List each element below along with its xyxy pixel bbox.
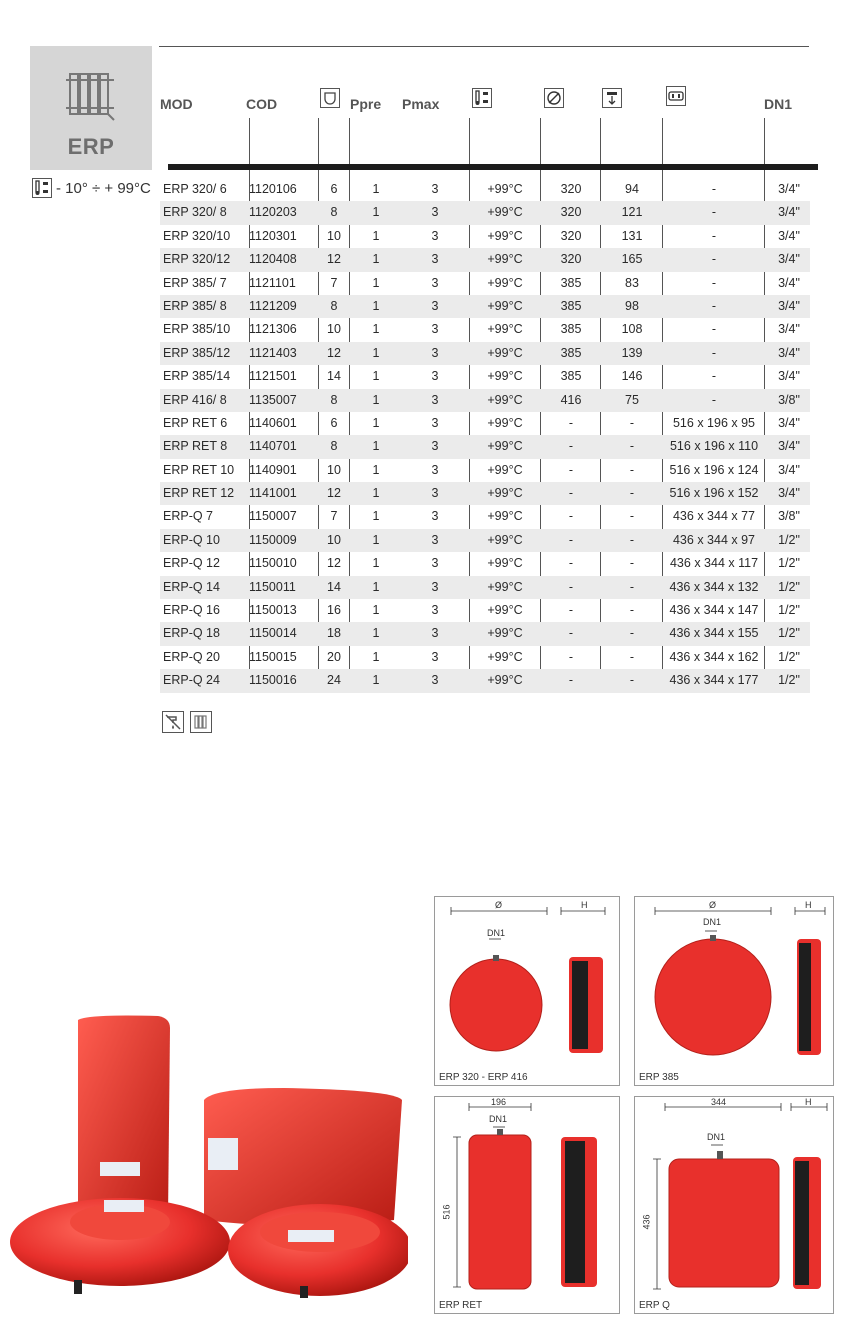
dimensions-cell: - <box>711 205 717 220</box>
pmax-cell: 3 <box>431 415 439 430</box>
table-row <box>160 529 810 552</box>
pmax-cell: 3 <box>431 486 439 501</box>
code-cell: 1121501 <box>249 369 297 384</box>
pmax-cell: 3 <box>431 392 439 407</box>
height-cell: 146 <box>621 369 643 384</box>
dimensions-cell: 436 x 344 x 147 <box>669 603 759 618</box>
table-row <box>160 248 810 271</box>
height-cell: - <box>629 626 635 641</box>
drawing-erp-320-416 <box>434 896 620 1086</box>
connection-label: DN1 <box>487 928 506 938</box>
connection-label: DN1 <box>489 1114 508 1124</box>
volume-cell: 18 <box>327 626 341 641</box>
dn1-cell: 3/4" <box>778 275 800 290</box>
volume-cell: 24 <box>327 673 341 688</box>
code-cell: 1121306 <box>249 322 297 337</box>
dimensions-cell: - <box>711 252 717 267</box>
dn1-cell: 1/2" <box>778 579 800 594</box>
ppre-cell: 1 <box>372 509 380 524</box>
volume-cell: 10 <box>327 532 341 547</box>
temperature-cell: +99°C <box>487 579 523 594</box>
drawing-erp-q <box>634 1096 834 1314</box>
category-badge <box>30 46 152 170</box>
table-row <box>160 178 810 201</box>
model-cell: ERP 385/ 7 <box>163 275 227 290</box>
height-cell: - <box>629 486 635 501</box>
code-cell: 1141001 <box>249 486 297 501</box>
ppre-cell: 1 <box>372 462 380 477</box>
model-cell: ERP 320/12 <box>163 252 231 267</box>
code-cell: 1140901 <box>249 462 297 477</box>
dimensions-cell: - <box>711 182 717 196</box>
pmax-cell: 3 <box>431 626 439 641</box>
diameter-cell: 320 <box>560 205 582 220</box>
code-cell: 1150016 <box>249 673 297 688</box>
pmax-cell: 3 <box>431 509 439 524</box>
dimensions-cell: - <box>711 228 717 243</box>
ppre-cell: 1 <box>372 275 380 290</box>
diameter-cell: 320 <box>560 252 582 267</box>
temperature-cell: +99°C <box>487 439 523 454</box>
temperature-cell: +99°C <box>487 415 523 430</box>
ppre-cell: 1 <box>372 228 380 243</box>
dn1-cell: 3/4" <box>778 439 800 454</box>
pmax-cell: 3 <box>431 649 439 664</box>
diameter-cell: 385 <box>560 322 582 337</box>
height-cell: - <box>629 439 635 454</box>
category-label: ERP <box>67 134 115 159</box>
height-cell: - <box>629 649 635 664</box>
diameter-cell: - <box>568 415 574 430</box>
diameter-cell: - <box>568 673 574 688</box>
volume-cell: 16 <box>327 603 341 618</box>
table-row <box>160 576 810 599</box>
height-cell: 75 <box>625 392 639 407</box>
diameter-cell: - <box>568 649 574 664</box>
ppre-cell: 1 <box>372 322 380 337</box>
model-cell: ERP-Q 14 <box>163 579 220 594</box>
diameter-icon <box>544 88 564 108</box>
temperature-cell: +99°C <box>487 345 523 360</box>
ppre-cell: 1 <box>372 556 380 571</box>
dn1-cell: 3/4" <box>778 298 800 313</box>
model-cell: ERP-Q 7 <box>163 509 214 524</box>
drawing-caption: ERP Q <box>639 1300 670 1311</box>
pmax-cell: 3 <box>431 579 439 594</box>
rect-tank-drawing <box>435 1097 621 1297</box>
volume-cell: 6 <box>330 415 338 430</box>
ppre-cell: 1 <box>372 205 380 220</box>
volume-cell: 20 <box>327 649 341 664</box>
temperature-cell: +99°C <box>487 392 523 407</box>
connection-label: DN1 <box>707 1132 726 1142</box>
table-header-rule <box>168 164 818 170</box>
model-cell: ERP-Q 24 <box>163 673 220 688</box>
volume-cell: 8 <box>330 298 338 313</box>
diameter-label: Ø <box>495 900 503 910</box>
dn1-cell: 3/4" <box>778 486 800 501</box>
table-row <box>160 505 810 528</box>
header-dn1: DN1 <box>764 96 793 112</box>
height-cell: 108 <box>621 322 643 337</box>
dimensions-cell: 436 x 344 x 155 <box>669 626 759 641</box>
table-row <box>160 365 810 388</box>
volume-cell: 10 <box>327 228 341 243</box>
model-cell: ERP 320/ 6 <box>163 182 227 196</box>
volume-cell: 12 <box>327 252 341 267</box>
table-row <box>160 342 810 365</box>
dn1-cell: 1/2" <box>778 532 800 547</box>
table-row <box>160 201 810 224</box>
diameter-cell: 385 <box>560 369 582 384</box>
height-cell: 131 <box>621 228 643 243</box>
pmax-cell: 3 <box>431 439 439 454</box>
model-cell: ERP RET 6 <box>163 415 228 430</box>
dimensions-cell: 436 x 344 x 162 <box>669 649 759 664</box>
dimensions-cell: - <box>711 322 717 337</box>
pmax-cell: 3 <box>431 345 439 360</box>
table-row <box>160 225 810 248</box>
width-label: 344 <box>711 1097 727 1107</box>
temperature-icon <box>32 178 52 198</box>
height-cell: 98 <box>625 298 639 313</box>
volume-cell: 12 <box>327 486 341 501</box>
dn1-cell: 3/4" <box>778 228 800 243</box>
temperature-cell: +99°C <box>487 486 523 501</box>
volume-cell: 10 <box>327 322 341 337</box>
diameter-cell: 385 <box>560 345 582 360</box>
temperature-cell: +99°C <box>487 228 523 243</box>
dimensions-cell: - <box>711 345 717 360</box>
table-top-rule <box>159 46 809 47</box>
dn1-cell: 3/8" <box>778 509 800 524</box>
model-cell: ERP 385/12 <box>163 345 231 360</box>
dn1-cell: 1/2" <box>778 556 800 571</box>
model-cell: ERP 320/ 8 <box>163 205 227 220</box>
height-label: H <box>581 900 588 910</box>
pmax-cell: 3 <box>431 673 439 688</box>
dn1-cell: 3/4" <box>778 462 800 477</box>
code-cell: 1121101 <box>249 275 296 290</box>
table-row <box>160 318 810 341</box>
table-row <box>160 646 810 669</box>
height-cell: 165 <box>621 252 643 267</box>
pmax-cell: 3 <box>431 322 439 337</box>
code-cell: 1150013 <box>249 603 297 618</box>
model-cell: ERP 385/ 8 <box>163 298 227 313</box>
dn1-cell: 1/2" <box>778 603 800 618</box>
diameter-cell: - <box>568 462 574 477</box>
dimensions-cell: 516 x 196 x 110 <box>669 439 759 454</box>
model-cell: ERP 320/10 <box>163 228 231 243</box>
model-cell: ERP RET 12 <box>163 486 235 501</box>
temperature-cell: +99°C <box>487 673 523 688</box>
height-cell: 83 <box>625 275 639 290</box>
temperature-cell: +99°C <box>487 649 523 664</box>
temperature-range-text: - 10° ÷ + 99°C <box>56 179 151 197</box>
temperature-cell: +99°C <box>487 298 523 313</box>
ppre-cell: 1 <box>372 392 380 407</box>
dn1-cell: 3/4" <box>778 345 800 360</box>
temperature-cell: +99°C <box>487 626 523 641</box>
no-drinking-water-icon <box>162 711 184 733</box>
header-pmax: Pmax <box>402 96 440 112</box>
model-cell: ERP RET 10 <box>163 462 235 477</box>
volume-cell: 14 <box>327 579 341 594</box>
dimensions-cell: 436 x 344 x 177 <box>669 673 759 688</box>
dn1-cell: 1/2" <box>778 673 800 688</box>
temperature-cell: +99°C <box>487 532 523 547</box>
ppre-cell: 1 <box>372 439 380 454</box>
volume-cell: 8 <box>330 205 338 220</box>
drawing-erp-385 <box>634 896 834 1086</box>
diameter-cell: 320 <box>560 228 582 243</box>
diameter-cell: - <box>568 486 574 501</box>
model-cell: ERP-Q 20 <box>163 649 220 664</box>
temperature-cell: +99°C <box>487 205 523 220</box>
temperature-cell: +99°C <box>487 275 523 290</box>
temperature-icon <box>472 88 492 108</box>
radiator-icon <box>64 64 118 124</box>
ppre-cell: 1 <box>372 182 380 196</box>
table-row <box>160 435 810 458</box>
table-row <box>160 459 810 482</box>
temperature-cell: +99°C <box>487 603 523 618</box>
tank-volume-icon <box>320 88 340 108</box>
model-cell: ERP-Q 16 <box>163 603 220 618</box>
temperature-cell: +99°C <box>487 509 523 524</box>
ppre-cell: 1 <box>372 369 380 384</box>
dn1-cell: 3/4" <box>778 369 800 384</box>
drawing-erp-ret <box>434 1096 620 1314</box>
dimensions-cell: 436 x 344 x 97 <box>672 532 755 547</box>
pmax-cell: 3 <box>431 369 439 384</box>
dimensions-cell: 436 x 344 x 132 <box>669 579 759 594</box>
ppre-cell: 1 <box>372 298 380 313</box>
model-cell: ERP-Q 10 <box>163 532 220 547</box>
length-label: 436 <box>641 1214 652 1230</box>
dimensions-cell: 436 x 344 x 77 <box>672 509 755 524</box>
height-cell: - <box>629 579 635 594</box>
header-mod: MOD <box>160 96 193 112</box>
dn1-cell: 3/4" <box>778 415 800 430</box>
temperature-cell: +99°C <box>487 322 523 337</box>
model-cell: ERP-Q 18 <box>163 626 220 641</box>
volume-cell: 10 <box>327 462 341 477</box>
code-cell: 1135007 <box>249 392 297 407</box>
dimensions-cell: - <box>711 298 717 313</box>
ppre-cell: 1 <box>372 252 380 267</box>
dimensions-cell: 516 x 196 x 152 <box>669 486 759 501</box>
height-cell: 94 <box>625 182 639 196</box>
dimensions-cell: - <box>711 369 717 384</box>
table-row <box>160 295 810 318</box>
dn1-cell: 3/8" <box>778 392 800 407</box>
product-photo <box>8 1010 408 1300</box>
height-cell: - <box>629 673 635 688</box>
volume-cell: 6 <box>330 182 338 196</box>
diameter-cell: - <box>568 509 574 524</box>
diameter-cell: 385 <box>560 298 582 313</box>
dn1-cell: 3/4" <box>778 182 800 196</box>
volume-cell: 7 <box>330 509 338 524</box>
diameter-cell: - <box>568 579 574 594</box>
code-cell: 1121209 <box>249 298 297 313</box>
table-row <box>160 412 810 435</box>
pmax-cell: 3 <box>431 298 439 313</box>
diameter-cell: - <box>568 603 574 618</box>
diameter-cell: 385 <box>560 275 582 290</box>
code-cell: 1140701 <box>249 439 297 454</box>
height-cell: - <box>629 603 635 618</box>
table-row <box>160 389 810 412</box>
code-cell: 1120203 <box>249 205 297 220</box>
dimensions-cell: - <box>711 392 717 407</box>
height-cell: - <box>629 509 635 524</box>
pmax-cell: 3 <box>431 252 439 267</box>
pmax-cell: 3 <box>431 275 439 290</box>
model-cell: ERP 385/14 <box>163 369 231 384</box>
code-cell: 1150014 <box>249 626 297 641</box>
ppre-cell: 1 <box>372 603 380 618</box>
temperature-cell: +99°C <box>487 556 523 571</box>
volume-cell: 8 <box>330 439 338 454</box>
square-tank-drawing <box>635 1097 835 1297</box>
ppre-cell: 1 <box>372 626 380 641</box>
volume-cell: 8 <box>330 392 338 407</box>
height-cell: - <box>629 462 635 477</box>
dn1-cell: 3/4" <box>778 322 800 337</box>
pmax-cell: 3 <box>431 556 439 571</box>
table-row <box>160 622 810 645</box>
ppre-cell: 1 <box>372 345 380 360</box>
pmax-cell: 3 <box>431 228 439 243</box>
header-cod: COD <box>246 96 278 112</box>
table-row <box>160 552 810 575</box>
code-cell: 1140601 <box>249 415 297 430</box>
length-label: 516 <box>441 1204 452 1220</box>
model-cell: ERP 385/10 <box>163 322 231 337</box>
height-cell: - <box>629 556 635 571</box>
round-tank-drawing <box>635 897 835 1067</box>
connection-label: DN1 <box>703 917 722 927</box>
height-cell: 121 <box>621 205 643 220</box>
table-row <box>160 272 810 295</box>
temperature-cell: +99°C <box>487 369 523 384</box>
pmax-cell: 3 <box>431 532 439 547</box>
dimensions-cell: 436 x 344 x 117 <box>669 556 759 571</box>
dimensions-cell: 516 x 196 x 95 <box>672 415 755 430</box>
code-cell: 1120106 <box>249 182 297 196</box>
diameter-cell: - <box>568 439 574 454</box>
model-cell: ERP-Q 12 <box>163 556 220 571</box>
diameter-cell: 416 <box>560 392 582 407</box>
diameter-label: Ø <box>709 900 717 910</box>
dimensions-cell: 516 x 196 x 124 <box>669 462 759 477</box>
volume-cell: 14 <box>327 369 341 384</box>
diameter-cell: - <box>568 626 574 641</box>
temperature-cell: +99°C <box>487 182 523 196</box>
drawing-caption: ERP RET <box>439 1300 483 1311</box>
volume-cell: 7 <box>330 275 338 290</box>
height-label: H <box>805 900 812 910</box>
diameter-cell: - <box>568 556 574 571</box>
code-cell: 1121403 <box>249 345 297 360</box>
dn1-cell: 3/4" <box>778 205 800 220</box>
drawing-caption: ERP 385 <box>639 1072 679 1083</box>
pmax-cell: 3 <box>431 462 439 477</box>
code-cell: 1150007 <box>249 509 297 524</box>
pmax-cell: 3 <box>431 182 439 196</box>
temperature-cell: +99°C <box>487 462 523 477</box>
code-cell: 1150015 <box>249 649 297 664</box>
dimensions-icon <box>666 86 686 106</box>
model-cell: ERP 416/ 8 <box>163 392 227 407</box>
code-cell: 1150010 <box>249 556 297 571</box>
volume-cell: 12 <box>327 556 341 571</box>
table-row <box>160 669 810 692</box>
header-ppre: Ppre <box>350 96 382 112</box>
ppre-cell: 1 <box>372 415 380 430</box>
diameter-cell: - <box>568 532 574 547</box>
dn1-cell: 1/2" <box>778 649 800 664</box>
ppre-cell: 1 <box>372 673 380 688</box>
height-cell: - <box>629 532 635 547</box>
code-cell: 1150009 <box>249 532 297 547</box>
drawing-caption: ERP 320 - ERP 416 <box>439 1072 528 1083</box>
height-cell: - <box>629 415 635 430</box>
model-cell: ERP RET 8 <box>163 439 228 454</box>
temperature-cell: +99°C <box>487 252 523 267</box>
pmax-cell: 3 <box>431 603 439 618</box>
footer-icons <box>162 711 212 733</box>
radiator-small-icon <box>190 711 212 733</box>
round-tank-drawing <box>435 897 621 1067</box>
height-cell: 139 <box>621 345 643 360</box>
ppre-cell: 1 <box>372 579 380 594</box>
ppre-cell: 1 <box>372 649 380 664</box>
dimensions-cell: - <box>711 275 717 290</box>
data-table-body <box>160 178 810 693</box>
code-cell: 1150011 <box>249 579 296 594</box>
volume-cell: 12 <box>327 345 341 360</box>
table-row <box>160 482 810 505</box>
ppre-cell: 1 <box>372 486 380 501</box>
ppre-cell: 1 <box>372 532 380 547</box>
code-cell: 1120408 <box>249 252 297 267</box>
pmax-cell: 3 <box>431 205 439 220</box>
height-label: H <box>805 1097 812 1107</box>
code-cell: 1120301 <box>249 228 297 243</box>
width-label: 196 <box>491 1097 507 1107</box>
dn1-cell: 1/2" <box>778 626 800 641</box>
dn1-cell: 3/4" <box>778 252 800 267</box>
height-icon <box>602 88 622 108</box>
table-row <box>160 599 810 622</box>
temperature-range <box>32 178 151 198</box>
diameter-cell: 320 <box>560 182 582 196</box>
